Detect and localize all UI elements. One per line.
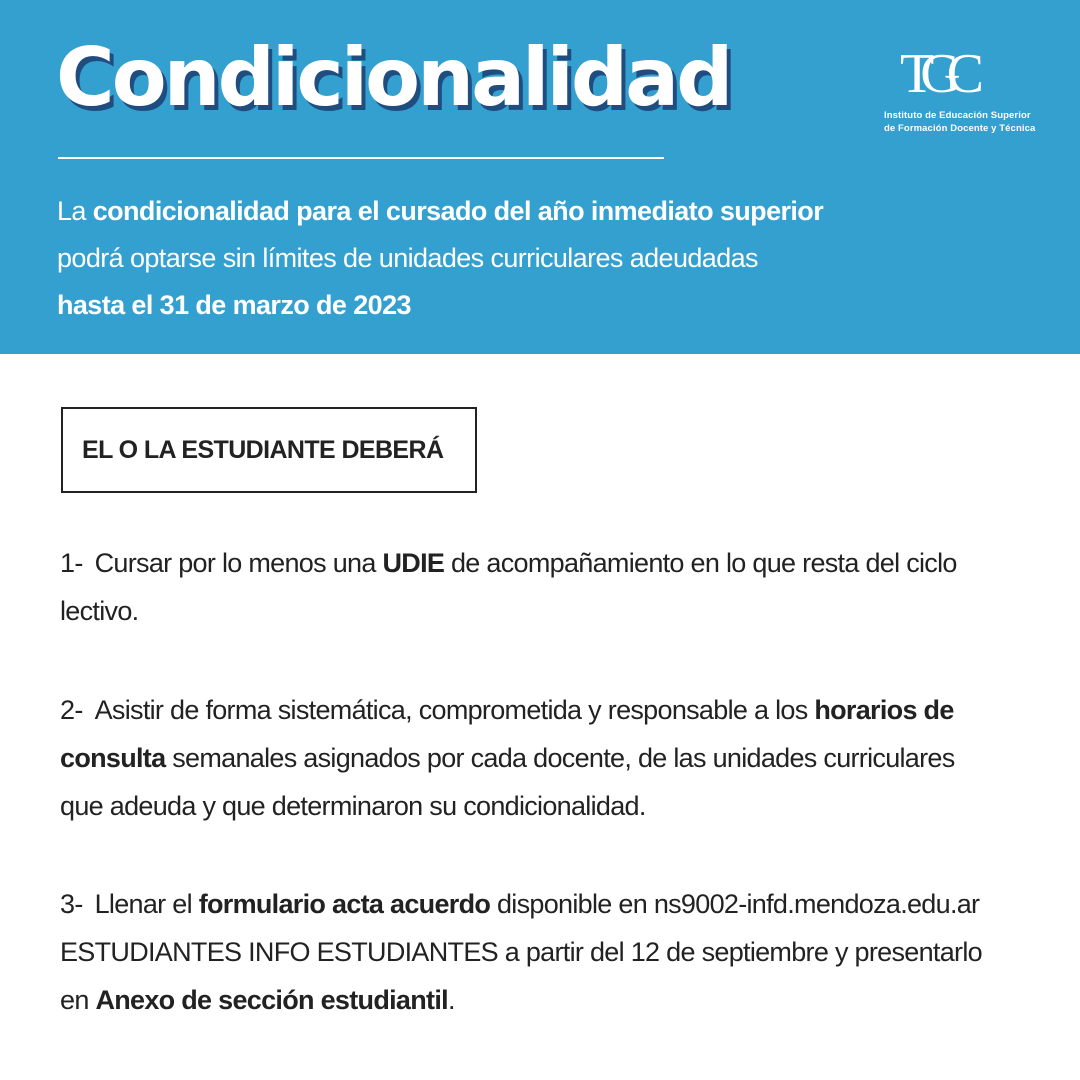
requirements-heading-box [61,407,477,493]
item-3-line-3 [60,976,1020,1024]
item-2-line-3: que adeuda y que determinaron su condicionalidad. [60,791,646,821]
institute-logo [884,44,1044,140]
item-3-text-c: en [60,985,96,1015]
item-3-text-a: Llenar el [94,889,199,919]
item-1-bold: UDIE [382,548,445,578]
item-3-line-1 [60,880,1020,928]
item-3-bold-a: formulario acta acuerdo [198,889,491,919]
logo-line-2: de Formación Docente y Técnica [884,123,1036,134]
requirement-item-2 [60,686,1020,830]
logo-line-1: Instituto de Educación Superior [884,110,1031,121]
item-3-text-b: disponible en ns9002-infd.mendoza.edu.ar [490,889,980,919]
intro-line-2: podrá optarse sin límites de unidades curriculares adeudadas [57,243,758,273]
requirement-item-3 [60,880,1020,1024]
requirement-item-1 [60,539,1020,635]
intro-text [57,188,857,329]
intro-line-1-bold: condicionalidad para el cursado del año inmediato superior [92,196,824,226]
item-3-number: 3- [60,889,83,919]
title-divider [58,157,664,159]
intro-line-1 [57,188,857,235]
item-2-bold-b: consulta [60,743,166,773]
intro-deadline: hasta el 31 de marzo de 2023 [57,290,411,320]
item-2-line-2 [60,734,1020,782]
item-3-bold-b: Anexo de sección estudiantil [95,985,448,1015]
item-1-number: 1- [60,548,83,578]
page-title: Condicionalidad [56,31,731,124]
item-2-text-b: semanales asignados por cada docente, de las unidades curriculares [165,743,955,773]
item-2-text-a: Asistir de forma sistemática, comprometida y responsable a los [94,695,815,725]
item-3-line-2: ESTUDIANTES INFO ESTUDIANTES a partir del 12 de septiembre y presentarlo [60,937,982,967]
item-1-text-b: de acompañamiento en lo que resta del ciclo [444,548,957,578]
item-3-text-d: . [447,985,455,1015]
item-2-number: 2- [60,695,83,725]
item-2-bold-a: horarios de [814,695,954,725]
requirements-heading: EL O LA ESTUDIANTE DEBERÁ [82,435,444,464]
intro-line-1-text: La [57,196,93,226]
logo-mark: TGC [900,43,970,105]
item-1-text-a: Cursar por lo menos una [94,548,383,578]
intro-line-3 [57,282,857,329]
item-2-line-1 [60,686,1020,734]
header-banner [0,0,1080,354]
item-1-line-1 [60,539,1020,587]
item-1-line-2: lectivo. [60,596,139,626]
